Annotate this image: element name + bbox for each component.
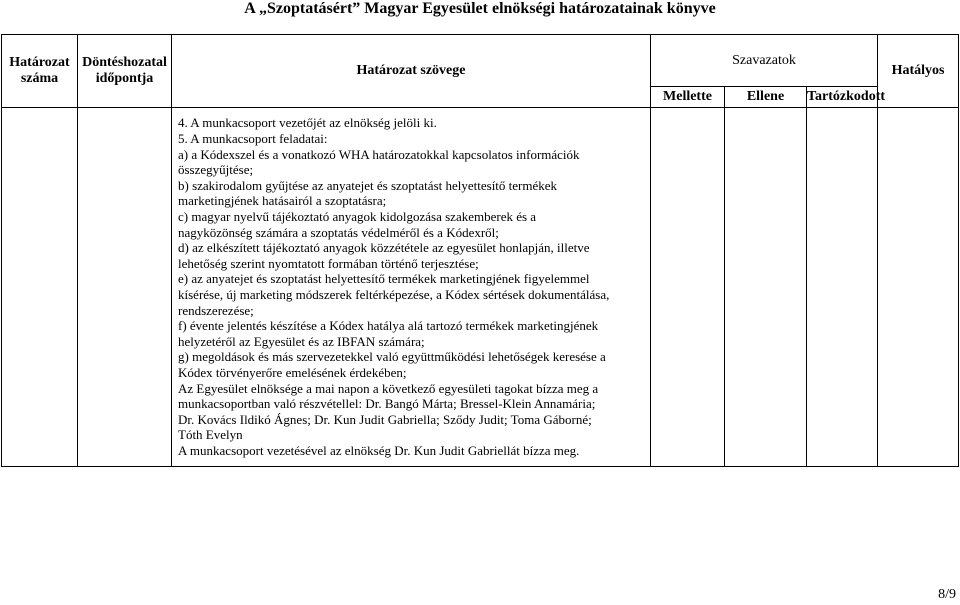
- page-number: 8/9: [938, 587, 956, 602]
- cell-valid: [878, 108, 959, 467]
- header-row: [2, 35, 959, 87]
- text-line: nagyközönség számára a szoptatás védelméről és a Kódexről;: [178, 224, 499, 240]
- text-line: g) megoldások és más szervezetekkel való együttműködési lehetőségek keresése a: [178, 349, 606, 365]
- text-line: kísérése, új marketing módszerek feltérképezése, a Kódex sértések dokumentálása,: [178, 287, 610, 302]
- header-date: Döntéshozatal időpontja: [78, 35, 172, 108]
- text-line: marketingjének hatásairól a szoptatásra;: [178, 193, 387, 209]
- cell-vote-against: [725, 108, 807, 467]
- resolutions-table: [1, 34, 959, 467]
- text-line: helyzetéről az Egyesület és az IBFAN számára;: [178, 333, 425, 349]
- header-vote-for: Mellette: [651, 87, 725, 108]
- text-line: e) az anyatejet és szoptatást helyettesítő termékek marketingjének figyelemmel: [178, 271, 590, 287]
- text-line: A munkacsoport vezetésével az elnökség Dr. Kun Judit Gabriellát bízza meg.: [178, 442, 580, 458]
- cell-vote-abstain: [807, 108, 878, 467]
- header-vote-abstain: Tartózkodott: [807, 87, 878, 108]
- text-line: a) a Kódexszel és a vonatkozó WHA határozatokkal kapcsolatos információk: [178, 146, 580, 162]
- text-line: f) évente jelentés készítése a Kódex hatálya alá tartozó termékek marketingjének: [178, 318, 599, 334]
- text-line: rendszerezése;: [178, 302, 254, 318]
- text-line: lehetőség szerint nyomtatott formában történő terjesztése;: [178, 255, 479, 271]
- table-row: [2, 108, 959, 467]
- text-line: d) az elkészített tájékoztató anyagok közzététele az egyesület honlapján, illetve: [178, 240, 590, 256]
- text-line: 5. A munkacsoport feladatai:: [178, 131, 328, 147]
- text-line: b) szakirodalom gyűjtése az anyatejet és szoptatást helyettesítő termékek: [178, 177, 558, 193]
- text-line: összegyűjtése;: [178, 162, 254, 178]
- text-line: Az Egyesület elnöksége a mai napon a következő egyesületi tagokat bízza meg a: [178, 380, 599, 396]
- cell-date: [78, 108, 172, 467]
- cell-number: [2, 108, 78, 467]
- header-valid: Hatályos: [878, 35, 959, 108]
- document-title: A „Szoptatásért” Magyar Egyesület elnökségi határozatainak könyve: [244, 0, 716, 17]
- header-text: Határozat szövege: [172, 35, 651, 108]
- text-line: c) magyar nyelvű tájékoztató anyagok kidolgozása szakemberek és a: [178, 209, 537, 225]
- header-votes: Szavazatok: [651, 35, 878, 87]
- header-vote-against: Ellene: [725, 87, 807, 108]
- text-line: Dr. Kovács Ildikó Ágnes; Dr. Kun Judit Gabriella; Sződy Judit; Toma Gáborné;: [178, 411, 592, 427]
- text-line: 4. A munkacsoport vezetőjét az elnökség jelöli ki.: [178, 115, 437, 131]
- cell-resolution-text: [172, 108, 651, 467]
- text-line: munkacsoportban való részvétellel: Dr. Bangó Márta; Bressel-Klein Annamária;: [178, 396, 596, 412]
- text-line: Kódex törvényerőre emelésének érdekében;: [178, 364, 407, 380]
- cell-vote-for: [651, 108, 725, 467]
- header-number: Határozat száma: [2, 35, 78, 108]
- text-line: Tóth Evelyn: [178, 427, 243, 443]
